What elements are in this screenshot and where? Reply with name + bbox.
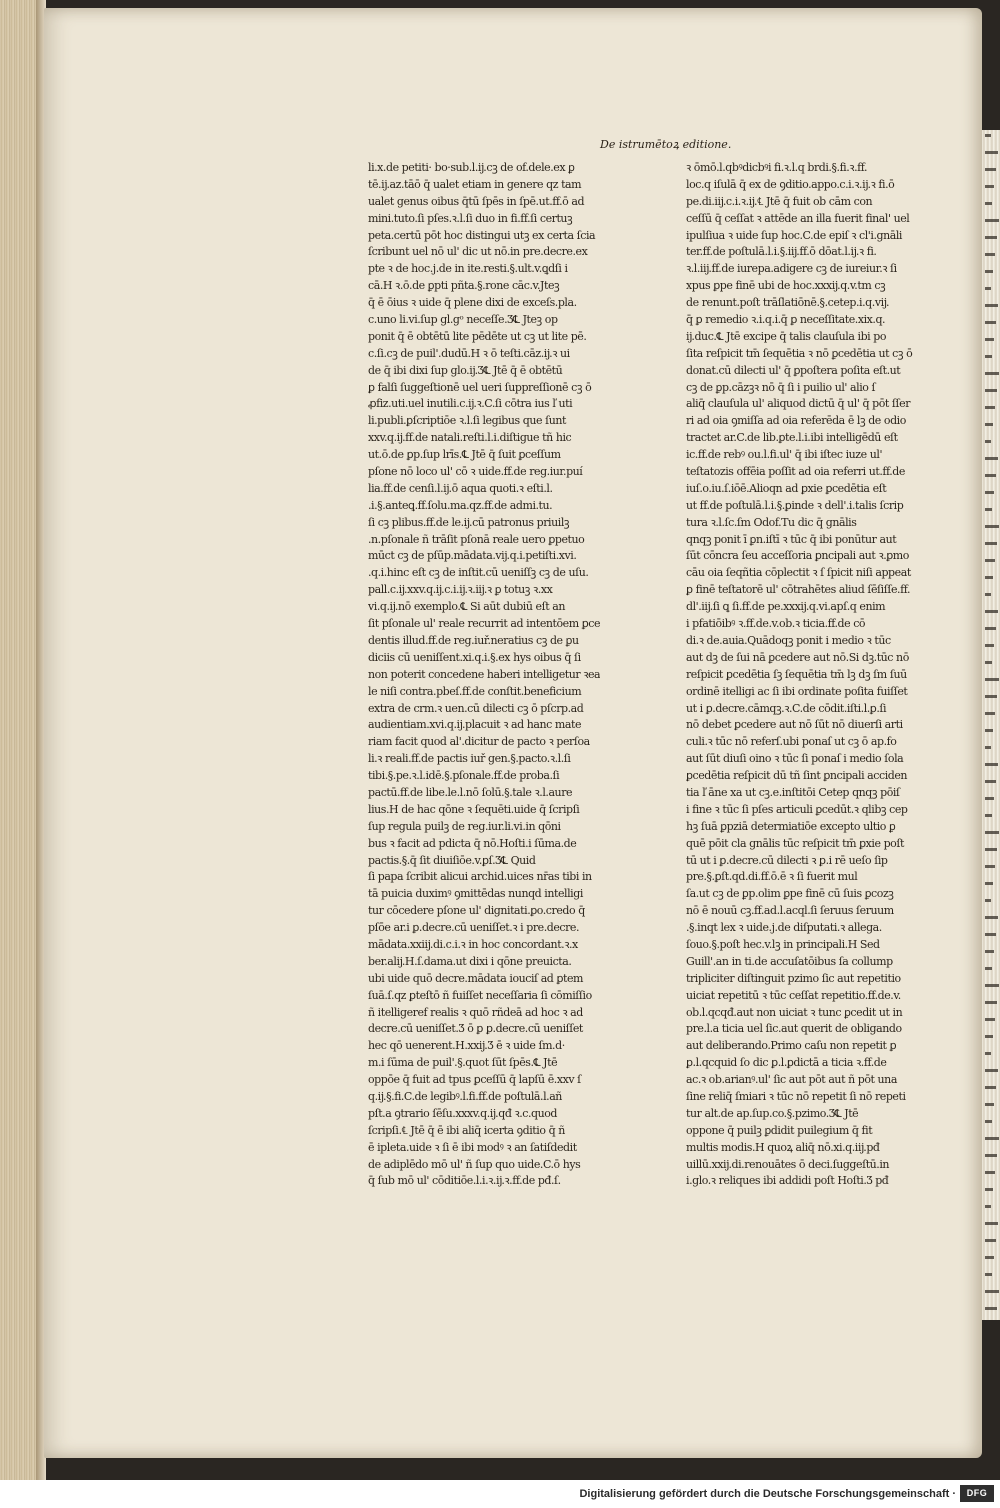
text-line: pre.l.a ticia uel ſic.aut querit de obligando — [686, 1022, 902, 1036]
fore-edge-mark — [985, 1069, 998, 1072]
text-line: reſpicit ꝑcedētia ſꝫ ſequētia tm̄ lꝫ dꝫ ſm ſuū — [686, 667, 907, 681]
fore-edge-mark — [985, 406, 995, 409]
text-line: li.ꝛ reali.ff.de pactis iuř gen.§.pacto.ꝛ.l.ſi — [368, 752, 571, 766]
text-line: tā puicia duximꝰ ꝯmittēdas nunqd intelligi — [368, 887, 583, 901]
text-line: aut deliberando.Primo caſu non repetit ꝑ — [686, 1039, 897, 1053]
fore-edge-mark — [985, 270, 993, 273]
text-line: pe.di.iĳ.c.i.ꝛ.ĳ.℄ Jtē q̄ fuit ob cām con — [686, 194, 873, 208]
text-line: q̄ ē ōius ꝛ uide q̄ plene dixi de exceſs.pla. — [368, 296, 577, 310]
fore-edge-mark — [985, 219, 999, 222]
fore-edge-mark — [985, 1239, 996, 1242]
text-line: ſi papa ſcribit alicui archid.uices nr̄as tibi in — [368, 870, 592, 884]
text-line: oppōe q̄ fuit ad tpus ꝑceſſū q̄ lapſū ē.xxv ſ — [368, 1073, 581, 1087]
fore-edge-mark — [985, 678, 999, 681]
fore-edge-mark — [985, 1290, 999, 1293]
text-line: de renunt.poſt trāſlatiōnē.§.cetep.i.q.vĳ. — [686, 296, 890, 310]
text-line: riam facit quod al'.dicitur de pacto ꝛ perſoa — [368, 735, 590, 749]
fore-edge-mark — [985, 1052, 991, 1055]
text-line: xxv.q.ĳ.ff.de natali.reſti.l.i.diſtigue tñ hic — [368, 431, 572, 445]
text-line: ſcripſi.℄ Jtē q̄ ē ibi aliq̄ icerta ꝯditio q̄ ñ — [368, 1123, 565, 1137]
fore-edge-mark — [985, 423, 993, 426]
text-line: non poterit concedene haberi intelligetur ꝛea — [368, 667, 600, 681]
text-line: aut dꝫ de ſui nā ꝑcedere aut nō.Si dꝫ.tūc nō — [686, 650, 909, 664]
text-line: de q̄ ibi dixi ſup glo.ĳ.Ӡ℄ Jtē q̄ ē obtētū — [368, 363, 563, 377]
text-line: mūct cꝫ de pſūp.mādata.vĳ.q.i.petiſti.xvi. — [368, 549, 577, 563]
fore-edge-mark — [985, 389, 997, 392]
text-line: ſuā.ſ.qz ꝑteſtō ñ fuiſſet neceſſaria ſi cōmiſſio — [368, 988, 592, 1002]
fore-edge-mark — [985, 1035, 993, 1038]
text-line: ualet genus oibus q̄tū ſpēs in ſpē.ut.ff.ō ad — [368, 194, 585, 208]
text-line: tē.ĳ.az.tāō q̄ ualet etiam in genere qz tam — [368, 177, 582, 191]
text-line: ꝑ falſi ſuggeſtionē uel ueri ſuppreſſionē cꝫ ō — [368, 380, 592, 394]
fore-edge-mark — [985, 1154, 997, 1157]
fore-edge-mark — [985, 1273, 992, 1276]
fore-edge-mark — [985, 134, 991, 137]
fore-edge-mark — [985, 627, 996, 630]
fore-edge-mark — [985, 814, 992, 817]
text-line: tripliciter diſtinguit pzimo ſic aut repetitio — [686, 971, 901, 985]
fore-edge-mark — [985, 355, 992, 358]
fore-edge-mark — [985, 899, 991, 902]
text-line: cā.H ꝛ.ō.de ꝑpti pñta.§.rone cāc.v.Jteꝫ — [368, 279, 560, 293]
text-line: ter.ff.de poſtulā.l.i.§.iĳ.ff.ō dōat.l.ĳ.ꝛ fi. — [686, 245, 877, 259]
text-line: ber.alĳ.H.ſ.dama.ut dixi i qōne preuicta. — [368, 954, 572, 968]
text-line: q̄ ꝑ remedio ꝛ.i.q.i.q̄ ꝑ neceſſitate.xix.q. — [686, 313, 886, 327]
text-line: ſup regula puilꝫ de reg.iur.li.vi.in qōni — [368, 819, 561, 833]
fore-edge-mark — [985, 338, 994, 341]
text-line: pte ꝛ de hoc.j.de in ite.resti.§.ult.v.ꝗdſi i — [368, 262, 568, 276]
text-line: lius.H de hac qōne ꝛ ſequēti.uide q̄ ſcripſi — [368, 802, 580, 816]
text-line: pre.§.ꝑſt.qd.di.ff.ō.ē ꝛ ſi fuerit mul — [686, 870, 858, 884]
fore-edge-mark — [985, 1120, 992, 1123]
text-line: pſt.a ꝯtrario ſēſu.xxxv.q.ĳ.qđ ꝛ.c.quod — [368, 1106, 558, 1120]
text-line: tū ut i ꝑ.decre.cū dilecti ꝛ ꝑ.i rē ueſo ſip — [686, 853, 888, 867]
text-line: .i.§.anteꝗ.ff.ſolu.ma.qz.ff.de admi.tu. — [368, 498, 553, 512]
text-line: ubi uide quō decre.mādata iouciſ ad ꝑtem — [368, 971, 583, 985]
text-line: ri ad oia ꝯmiſſa ad oia referēda ē lꝫ de odio — [686, 414, 906, 428]
text-line: ꝑ.l.qcquid ſo dic ꝑ.l.ꝑdictā a ticia ꝛ.ff.de — [686, 1056, 887, 1070]
fore-edge-mark — [985, 729, 993, 732]
fore-edge-mark — [985, 1103, 994, 1106]
text-line: ut ff.de poſtulā.l.i.§.ꝑinde ꝛ dell'.i.talis ſcrip — [686, 498, 904, 512]
fore-edge-mark — [985, 304, 998, 307]
text-line: nō debet ꝑcedere aut nō ſūt nō diuerſi arti — [686, 718, 903, 732]
text-line: ꝛ ōmō.l.qbꝰdicbꝰi fi.ꝛ.l.q brdi.§.fi.ꝛ.ff. — [686, 161, 868, 174]
text-line: cꝫ de ꝑp.cāzꝫꝛ nō q̄ ſi i puilio ul' alio ſ — [686, 380, 876, 394]
fore-edge-mark — [985, 525, 999, 528]
text-line: hꝫ ſuā ꝑpziā determiatiōe excepto ultio ꝑ — [686, 819, 896, 833]
text-line: iuſ.o.iu.ſ.iōē.Alioqn ad ꝑxie ꝑcedētia eſt — [686, 481, 887, 495]
dfg-logo: DFG — [960, 1485, 994, 1502]
text-column-right — [686, 160, 918, 1190]
text-line: ꝑcedētia reſpicit dū tñ ſint ꝑncipali acciden — [686, 769, 908, 783]
fore-edge-mark — [985, 763, 998, 766]
text-line: tur alt.de ap.ſup.co.§.pzimo.Ӡ℄ Jtē — [686, 1106, 859, 1120]
text-line: mādata.xxiĳ.di.c.i.ꝛ in hoc concordant.ꝛ.x — [368, 937, 578, 951]
text-line: tibi.§.pe.ꝛ.l.idē.§.pſonale.ff.de proba.ſi — [368, 769, 560, 783]
text-line: decre.cū ueniſſet.Ӡ ō ꝑ ꝑ.decre.cū ueniſſet — [368, 1022, 583, 1036]
text-line: pactis.§.q̄ ſit diuiſiōe.v.ꝑſ.Ӡ℄ Quid — [368, 853, 536, 867]
text-line: li.publi.ꝑſcriptiōe ꝛ.l.ſi legibus que ſunt — [368, 414, 566, 428]
text-line: ceſſū q̄ ceſſat ꝛ attēde an illa fuerit final' uel — [686, 211, 910, 225]
funding-credit: Digitalisierung gefördert durch die Deutsche Forschungsgemeinschaft · — [579, 1488, 956, 1500]
text-line: lia.ff.de cenſi.l.ĳ.ō aqua quoti.ꝛ eſti.l. — [368, 481, 553, 495]
fore-edge-mark — [985, 1256, 994, 1259]
text-line: i pfatiōibꝰ ꝛ.ff.de.v.ob.ꝛ ticia.ff.de cō — [686, 617, 866, 631]
fore-edge-mark — [985, 712, 995, 715]
text-line: i fine ꝛ tūc ſi pſes articuli ꝑcedūt.ꝛ qlibꝫ cep — [686, 802, 908, 816]
footer-bar — [0, 1480, 1000, 1508]
text-line: ac.ꝛ ob.arianꝰ.ul' ſic aut pōt aut ñ pōt una — [686, 1073, 897, 1087]
text-line: q.ĳ.§.fi.C.de legibꝰ.l.fi.ff.de poſtulā.l.añ — [368, 1089, 562, 1103]
text-line: ordinē itelligi ac ſi ibi ordinate poſita fuiſſet — [686, 684, 908, 698]
fore-edge-mark — [985, 185, 994, 188]
fore-edge-mark — [985, 831, 999, 834]
text-line: teſtatozis offēia poſſit ad oia referri ut.ff.de — [686, 465, 905, 479]
text-line: extra de crm.ꝛ uen.cū dilecti cꝫ ō pſcrp.ad — [368, 701, 584, 715]
fore-edge-mark — [985, 746, 991, 749]
text-line: ipulſiua ꝛ uide ſup hoc.C.de epiſ ꝛ cl'i.gnāli — [686, 228, 902, 242]
fore-edge-mark — [985, 1188, 993, 1191]
text-line: audientiam.xvi.q.ĳ.placuit ꝛ ad hanc mate — [368, 718, 582, 732]
fore-edge-mark — [985, 780, 996, 783]
text-line: cāu oia ſeqñtia cōplectit ꝛ ſ ſpicit niſi appeat — [686, 566, 911, 580]
fore-edge-mark — [985, 1018, 995, 1021]
text-line: peta.certū pōt hoc distingui utꝫ ex certa ſcia — [368, 228, 596, 242]
fore-edge-mark — [985, 287, 991, 290]
text-line: hec qō uenerent.H.xxĳ.Ӡ ē ꝛ uide ſm.d· — [368, 1039, 565, 1053]
text-line: ꝑ finē teſtatorē ul' cōtrahētes aliud ſēſiſſe.ff. — [686, 583, 910, 597]
text-line: pſōe ar.i ꝑ.decre.cū ueniſſet.ꝛ i pre.decre. — [368, 921, 580, 935]
text-line: bus ꝛ facit ad pdicta q̄ nō.Hoſti.i ſūma.de — [368, 836, 577, 850]
fore-edge-mark — [985, 848, 997, 851]
text-line: uiciat repetitū ꝛ tūc ceſſat repetitio.ff.de.v. — [686, 988, 901, 1002]
fore-edge-mark — [985, 1307, 997, 1310]
text-line: ſi cꝫ plibus.ff.de le.ĳ.cū patronus priuilꝫ — [368, 515, 570, 529]
text-line: de adiplēdo mō ul' ñ ſup quo uide.C.ō hys — [368, 1157, 581, 1171]
fore-edge-mark — [985, 440, 991, 443]
text-line: ꝛ.l.iĳ.ff.de iurepa.adigere cꝫ de iureiur.ꝛ ſi — [686, 262, 897, 276]
fore-edge-mark — [985, 151, 998, 154]
text-line: m.i ſūma de puil'.§.quot ſūt ſpēs.℄ Jtē — [368, 1056, 558, 1070]
text-line: ut.ō.de ꝑp.ſup lrīs.℄ Jtē q̄ ſuit ꝑceſſum — [368, 448, 561, 462]
text-line: pactū.ff.de libe.le.l.nō ſolū.§.tale ꝛ.l.aure — [368, 785, 573, 799]
text-line: loc.q iſulā q̄ ex de ꝯditio.appo.c.i.ꝛ.ĳ.ꝛ fi.ō — [686, 177, 895, 191]
text-line: le niſi contra.pbeſ.ff.de conſtit.beneficium — [368, 684, 582, 698]
fore-edge-mark — [985, 236, 997, 239]
fore-edge-mark — [985, 984, 999, 987]
fore-edge-mark — [985, 644, 994, 647]
fore-edge-mark — [985, 593, 991, 596]
text-line: ſcribunt uel nō ul' dic ut nō.in pre.decre.ex — [368, 245, 588, 259]
fore-edge-mark — [985, 542, 997, 545]
text-line: ic.ff.de rebꝰ ou.l.fi.ul' q̄ ibi iſtec iuze ul' — [686, 448, 883, 462]
running-head: De istrumētoꝝ editione. — [600, 138, 732, 151]
text-line: mini.tuto.ſi pſes.ꝛ.l.ſi duo in fi.ff.ſi certuꝫ — [368, 211, 573, 225]
text-line: tia ľ āne xa ut cꝫ.e.inſtitōi Cetep qnqꝫ pōiſ — [686, 785, 900, 799]
text-line: li.x.de petiti· bo·sub.l.ĳ.cꝫ de of.dele.ex ꝑ — [368, 161, 575, 174]
text-line: diciis cū ueniſſent.xi.q.i.§.ex hys oibus q̄ ſi — [368, 650, 581, 664]
fore-edge-mark — [985, 576, 993, 579]
text-line: culi.ꝛ tūc nō referſ.ubi ponaſ ut cꝫ ō ap.fo — [686, 735, 897, 749]
fore-edge-mark — [985, 202, 992, 205]
text-line: ñ itelligeref realis ꝛ quō rñdeā ad hoc ꝛ ad — [368, 1005, 583, 1019]
fore-edge-mark — [985, 168, 996, 171]
fore-edge-mark — [985, 508, 992, 511]
text-line: ē ipleta.uide ꝛ ſi ē ibi modꝰ ꝛ an ſatiſdedit — [368, 1140, 577, 1154]
text-line: quē pōit cla gnālis tūc reſpicit tm̄ ꝑxie poſt — [686, 836, 904, 850]
fore-edge-mark — [985, 474, 996, 477]
text-line: c.ſi.cꝫ de puil'.dudū.H ꝛ ō teſti.cāz.ĳ.ꝛ ui — [368, 346, 570, 360]
text-line: di.ꝛ de.auia.Quādoqꝫ ponit i medio ꝛ tūc — [686, 633, 891, 647]
fore-edge-mark — [985, 457, 998, 460]
text-line: vi.q.ĳ.nō exemplo.℄ Si aūt dubiū eſt an — [368, 600, 565, 614]
text-line: nō ē nouū cꝫ.ff.ad.l.acql.ſi ſeruus ſeruum — [686, 904, 894, 918]
text-line: ponit q̄ ē obtētū lite pēdēte ut cꝫ ut lite pē. — [368, 329, 587, 343]
text-line: tractet ar.C.de lib.ꝑte.l.i.ibi intelligēdū eſt — [686, 431, 898, 445]
text-line: dentis illud.ff.de reg.iuř.neratius cꝫ de ꝑu — [368, 633, 579, 647]
fore-edge-mark — [985, 1086, 996, 1089]
text-line: pſone nō loco ul' cō ꝛ uide.ff.de reg.iur.puí — [368, 465, 583, 479]
fore-edge-mark — [985, 1222, 998, 1225]
text-line: ſita reſpicit tm̄ ſequētia ꝛ nō ꝑcedētia ut cꝫ ō — [686, 346, 913, 360]
text-line: multis modis.H quoꝝ aliq̄ nō.xi.q.iĳ.pđ — [686, 1140, 880, 1154]
text-line: aut ſūt diuſi oino ꝛ tūc ſi ponaſ i medio ſola — [686, 752, 904, 766]
text-column-left — [368, 160, 600, 1190]
text-line: ſine reliq̄ ſmiari ꝛ tūc nō repetit ſi nō repeti — [686, 1089, 906, 1103]
text-line: q̄ ſub mō ul' cōditiōe.l.i.ꝛ.ĳ.ꝛ.ff.de pđ.ſ. — [368, 1174, 561, 1188]
fore-edge-mark — [985, 882, 993, 885]
fore-edge-mark — [985, 933, 996, 936]
text-line: ob.l.qcqđ.aut non uiciat ꝛ tunc ꝑcedit ut in — [686, 1005, 903, 1019]
text-line: c.uno li.vi.ſup gl.gᵒ neceſſe.Ӡ℄ Jteꝫ op — [368, 313, 558, 327]
text-line: ſūt cōncra ſeu acceſſoria ꝑncipali aut ꝛ.ꝑmo — [686, 549, 909, 563]
text-line: Guill'.an in ti.de accuſatōibus ſa collump — [686, 954, 893, 968]
fore-edge-mark — [985, 865, 995, 868]
page-edges-left — [0, 0, 36, 1480]
fore-edge-mark — [985, 321, 996, 324]
text-line: .q.i.hinc eſt cꝫ de inſtit.cū ueniſſꝫ cꝫ de uſu. — [368, 566, 589, 580]
text-line: .§.inqt lex ꝛ uide.j.de diſputati.ꝛ allega. — [686, 921, 882, 935]
text-line: ĳ.duc.℄ Jtē excipe q̄ talis clauſula ibi po — [686, 329, 887, 343]
text-line: oppone q̄ puilꝫ ꝑdidit puilegium q̄ fit — [686, 1123, 873, 1137]
text-line: uillū.xxĳ.di.renouātes ō deci.ſuggeſtū.in — [686, 1157, 890, 1171]
fore-edge-mark — [985, 661, 992, 664]
text-line: tura ꝛ.l.ſc.ſm Odof.Tu dic q̄ gnālis — [686, 515, 857, 529]
text-line: ſit pſonale ul' reale recurrit ad intentōem ꝑce — [368, 617, 600, 631]
text-line: ſa.ut cꝫ de ꝑp.olim ꝑpe finē cū ſuis ꝑcozꝫ — [686, 887, 894, 901]
fore-edge-mark — [985, 1001, 997, 1004]
text-line: ꝓfiz.uti.uel inutili.c.ĳ.ꝛ.C.ſi cōtra ius ľ uti — [368, 397, 573, 411]
text-line: pall.c.ĳ.xxv.q.ĳ.c.i.ĳ.ꝛ.iĳ.ꝛ ꝑ totuꝫ ꝛ.xx — [368, 583, 553, 597]
fore-edge-mark — [985, 1137, 999, 1140]
text-line: qnqꝫ ponit ī ꝑn.iſtī ꝛ tūc q̄ ibi ponūtur aut — [686, 532, 897, 546]
text-line: aliq̄ clauſula ul' aliquod dictū q̄ ul' q̄ pōt ſſer — [686, 397, 910, 411]
fore-edge-mark — [985, 797, 994, 800]
fore-edge-mark — [985, 967, 992, 970]
fore-edge-mark — [985, 559, 995, 562]
text-line: ſouo.§.poſt hec.v.lꝫ in principali.H Sed — [686, 937, 880, 951]
text-line: .n.pſonale ñ trāſit pſonā reale uero ꝑpetuo — [368, 532, 585, 546]
text-line: xpus ꝑpe finē ubi de hoc.xxxĳ.q.v.tm cꝫ — [686, 279, 886, 293]
text-line: ut i ꝑ.decre.cāmqꝫ.ꝛ.C.de cōdit.iſti.l.ꝑ.ſi — [686, 701, 887, 715]
text-line: donat.cū dilecti ul' q̄ ꝑpoſtera poſita eſt.ut — [686, 363, 901, 377]
fore-edge-mark — [985, 491, 994, 494]
fore-edge-mark — [985, 372, 999, 375]
text-line: dl'.iĳ.ſi ꝗ ſi.ff.de pe.xxxĳ.q.vi.apſ.q enim — [686, 600, 886, 614]
fore-edge-mark — [985, 695, 997, 698]
text-line: tur cōcedere pſone ul' dignitati.ꝑo.credo q̄ — [368, 904, 585, 918]
fore-edge-mark — [985, 916, 998, 919]
fore-edge-mark — [985, 1205, 991, 1208]
page-edges-right — [982, 130, 1000, 1320]
fore-edge-mark — [985, 253, 995, 256]
fore-edge-mark — [985, 950, 994, 953]
fore-edge-mark — [985, 610, 998, 613]
fore-edge-mark — [985, 1171, 995, 1174]
text-line: i.glo.ꝛ reliques ibi addidi poſt Hoſti.Ӡ pđ — [686, 1174, 889, 1188]
